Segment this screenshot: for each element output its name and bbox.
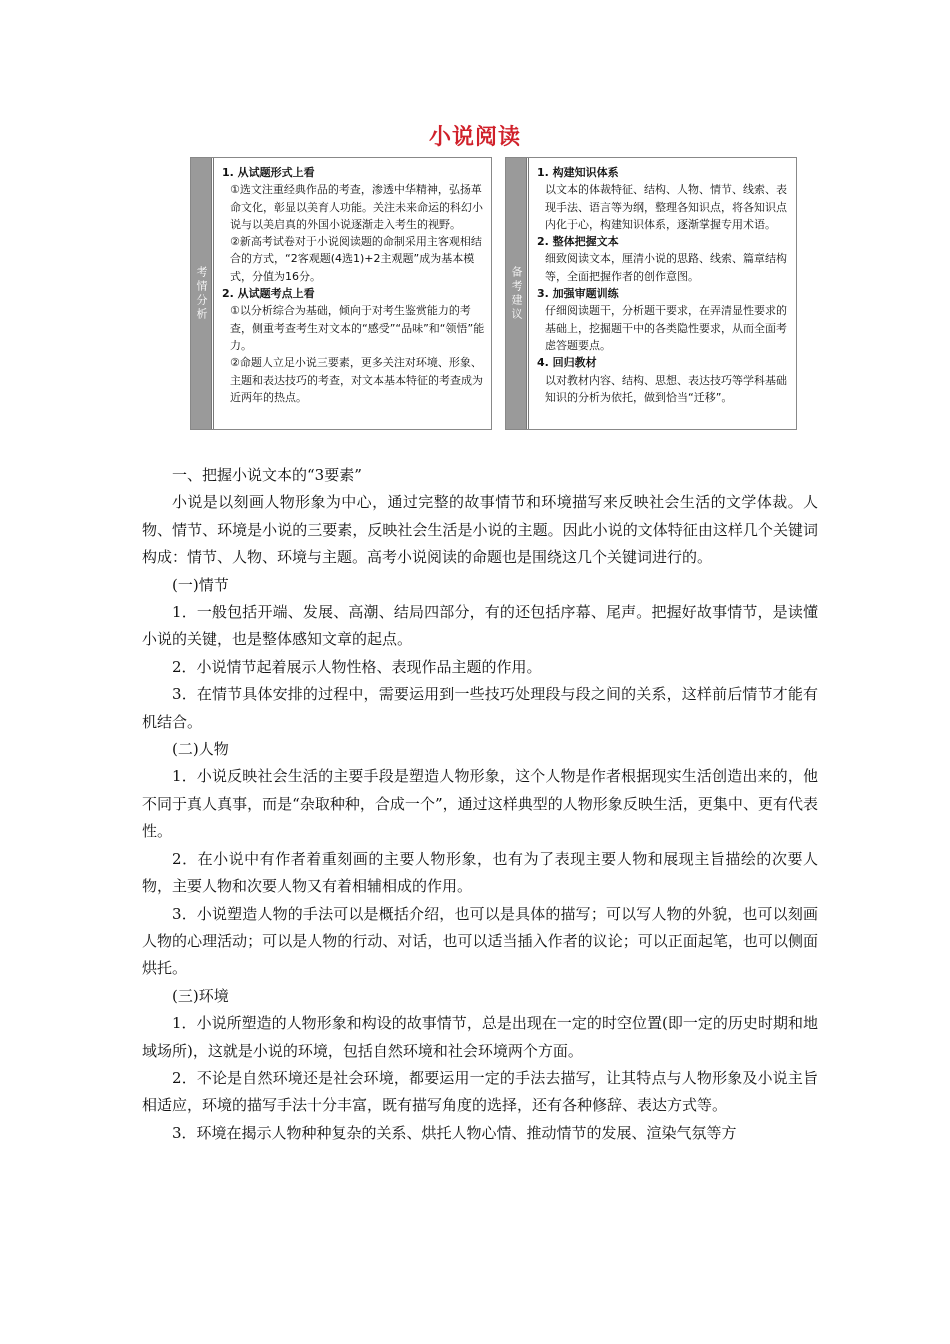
section-paragraph: ②命题人立足小说三要素，更多关注对环境、形象、主题和表达技巧的考查，对文本基本特征的考查成为近两年的热点。 <box>230 356 483 404</box>
section-paragraph: ①选文注重经典作品的考查，渗透中华精神，弘扬革命文化，彰显以美育人功能。关注未来命运的科幻小说与以美启真的外国小说逐渐走入考生的视野。 <box>230 183 483 231</box>
paragraph: 3．小说塑造人物的手法可以是概括介绍，也可以是具体的描写；可以写人物的外貌，也可以刻画人物的心理活动；可以是人物的行动、对话，也可以适当插入作者的议论；可以正面起笔，也可以侧面烘托。 <box>142 904 818 978</box>
exam-analysis-tab: 考情分析 <box>191 158 211 429</box>
paragraph: 3．环境在揭示人物种种复杂的关系、烘托人物心情、推动情节的发展、渲染气氛等方 <box>172 1123 737 1142</box>
paragraph: 1．小说反映社会生活的主要手段是塑造人物形象，这个人物是作者根据现实生活创造出来的，他不同于真人真事，而是“杂取种种，合成一个”，通过这样典型的人物形象反映生活，更集中、更有代表性。 <box>142 767 818 841</box>
section-heading: 2. 整体把握文本 <box>537 235 619 249</box>
section-paragraph: 细致阅读文本，厘清小说的思路、线索、篇章结构等，全面把握作者的创作意图。 <box>545 252 787 283</box>
exam-analysis-body <box>211 158 491 429</box>
paragraph: 1．一般包括开端、发展、高潮、结局四部分，有的还包括序幕、尾声。把握好故事情节，是读懂小说的关键，也是整体感知文章的起点。 <box>142 603 818 649</box>
section-paragraph: 仔细阅读题干，分析题干要求，在弄清显性要求的基础上，挖掘题干中的各类隐性要求，从而全面考虑答题要点。 <box>545 304 787 352</box>
exam-prep-body <box>526 158 796 429</box>
subsection-title: (一)情节 <box>172 575 229 594</box>
paragraph: 2．不论是自然环境还是社会环境，都要运用一定的手法去描写，让其特点与人物形象及小说主旨相适应，环境的描写手法十分丰富，既有描写角度的选择，还有各种修辞、表达方式等。 <box>142 1068 818 1115</box>
body-text <box>142 462 818 1147</box>
section-title: 一、把握小说文本的“3要素” <box>172 466 362 484</box>
section-paragraph: ①以分析综合为基础，倾向于对考生鉴赏能力的考查，侧重考查考生对文本的“感受”“品味”和“领悟”能力。 <box>230 304 485 352</box>
section-heading: 4. 回归教材 <box>537 356 597 370</box>
section-heading: 1. 从试题形式上看 <box>222 166 315 179</box>
exam-prep-panel <box>505 157 797 430</box>
paragraph: 小说是以刻画人物形象为中心，通过完整的故事情节和环境描写来反映社会生活的文学体裁。人物、情节、环境是小说的三要素，反映社会生活是小说的主题。因此小说的文体特征由这样几个关键词构成：情节、人物、环境与主题。高考小说阅读的命题也是围绕这几个关键词进行的。 <box>142 493 818 567</box>
exam-prep-tab: 备考建议 <box>506 158 526 429</box>
exam-analysis-panel <box>190 157 492 430</box>
paragraph: 3．在情节具体安排的过程中，需要运用到一些技巧处理段与段之间的关系，这样前后情节才能有机结合。 <box>142 685 818 731</box>
subsection-title: (二)人物 <box>172 740 229 759</box>
section-paragraph: 以对教材内容、结构、思想、表达技巧等学科基础知识的分析为依托，做到恰当“迁移”。 <box>545 373 787 404</box>
section-heading: 1. 构建知识体系 <box>537 166 619 179</box>
paragraph: 2．在小说中有作者着重刻画的主要人物形象，也有为了表现主要人物和展现主旨描绘的次要人物，主要人物和次要人物又有着相辅相成的作用。 <box>142 849 818 896</box>
subsection-title: (三)环境 <box>172 986 229 1005</box>
section-paragraph: 以文本的体裁特征、结构、人物、情节、线索、表现手法、语言等为纲，整理各知识点，将各知识点内化于心，构建知识体系，逐渐掌握专用术语。 <box>545 183 787 231</box>
page-title: 小说阅读 <box>428 125 521 150</box>
section-heading: 2. 从试题考点上看 <box>222 287 315 301</box>
section-heading: 3. 加强审题训练 <box>537 287 619 301</box>
section-paragraph: ②新高考试卷对于小说阅读题的命制采用主客观相结合的方式，“2客观题(4选1)+2主观题”成为基本模式，分值为16分。 <box>230 235 482 283</box>
paragraph: 1．小说所塑造的人物形象和构设的故事情节，总是出现在一定的时空位置(即一定的历史时期和地域场所)，这就是小说的环境，包括自然环境和社会环境两个方面。 <box>142 1014 818 1060</box>
paragraph: 2．小说情节起着展示人物性格、表现作品主题的作用。 <box>172 657 542 676</box>
